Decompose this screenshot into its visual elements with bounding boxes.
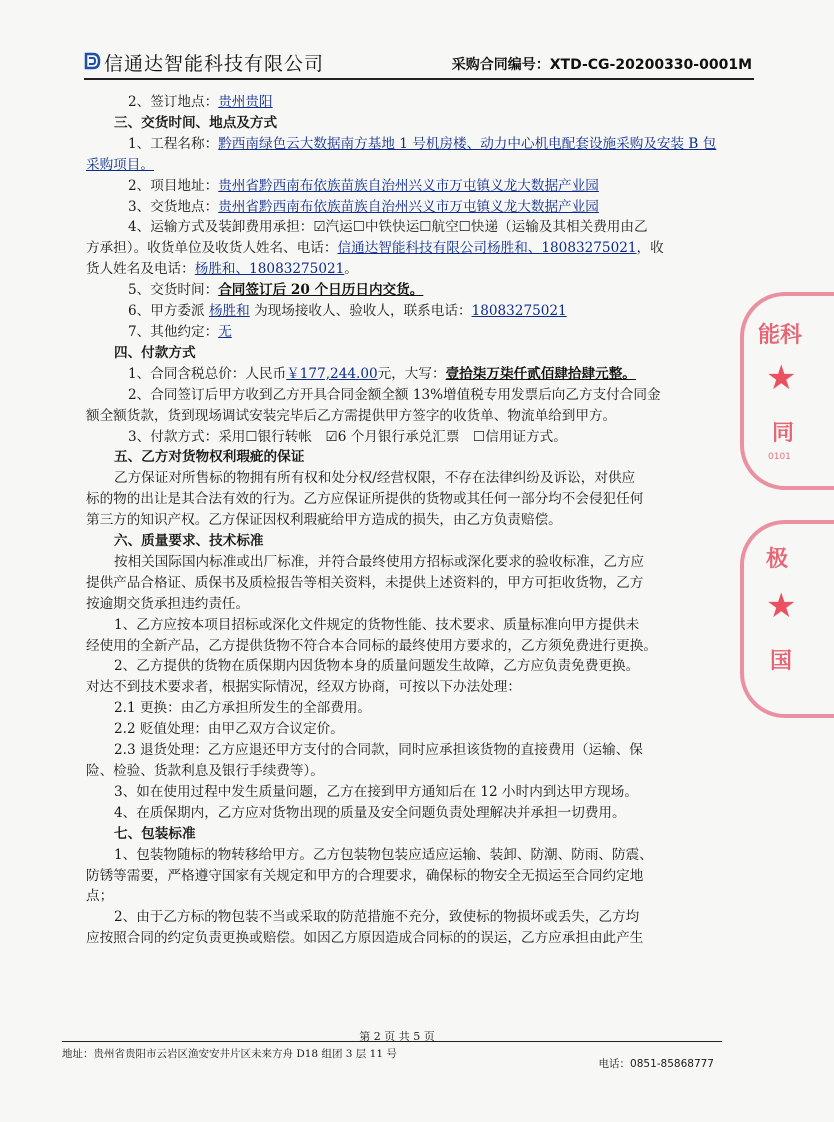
body-line: 5、交货时间：合同签订后 20 个日历日内交货。 — [128, 282, 424, 299]
contract-number: 采购合同编号：XTD-CG-20200330-0001M — [451, 57, 752, 73]
body-line: 对达不到技术要求者，根据实际情况，经双方协商，可按以下办法处理： — [86, 679, 521, 696]
body-line: 2、签订地点：贵州贵阳 — [128, 94, 273, 110]
company-seal-top — [740, 292, 834, 490]
footer-address: 地址：贵州省贵阳市云岩区渔安安井片区未来方舟 D18 组团 3 层 11 号 — [62, 1048, 397, 1060]
section-heading: 三、交货时间、地点及方式 — [114, 114, 278, 131]
body-line: 1、合同含税总价：人民币￥177,244.00元，大写：壹拾柒万柒仟贰佰肆拾肆元整。 — [128, 365, 636, 382]
body-line: 2、项目地址：贵州省黔西南布依族苗族自治州兴义市万屯镇义龙大数据产业园 — [128, 177, 599, 194]
body-line: 4、运输方式及装卸费用承担：☑汽运☐中铁快运☐航空☐快递（运输及其相关费用由乙 — [128, 219, 648, 236]
section-heading: 七、包装标准 — [114, 825, 196, 842]
page-header — [84, 48, 754, 80]
body-line: 提供产品合格证、质保书及质检报告等相关资料，未提供上述资料的，甲方可拒收货物，乙方 — [86, 574, 644, 591]
contract-body — [86, 92, 746, 949]
body-line: 按相关国际国内标准或出厂标准，并符合最终使用方招标或深化要求的验收标准，乙方应 — [114, 553, 645, 570]
body-line: 2、乙方提供的货物在质保期内因货物本身的质量问题发生故障，乙方应负责免费更换。 — [114, 658, 640, 675]
seal-text: 国 — [770, 648, 793, 674]
body-line: 货人姓名及电话：杨胜和、18083275021。 — [86, 261, 358, 278]
body-line: 标的物的出让是其合法有效的行为。乙方应保证所提供的货物或其任何一部分均不会侵犯任何 — [86, 491, 644, 508]
body-line: 1、包装物随标的物转移给甲方。乙方包装物包装应适应运输、装卸、防潮、防雨、防震、 — [114, 846, 653, 863]
seal-text: 极 — [766, 546, 789, 572]
body-line: 点； — [86, 888, 114, 905]
seal-text: 同 — [772, 420, 795, 446]
body-line: 2.3 退货处理：乙方应退还甲方支付的合同款，同时应承担该货物的直接费用（运输、保 — [114, 742, 643, 759]
seal-star-icon: ★ — [766, 586, 797, 626]
seal-star-icon: ★ — [766, 358, 797, 398]
body-line: 2.1 更换：由乙方承担所发生的全部费用。 — [114, 700, 372, 717]
body-line: 第三方的知识产权。乙方保证因权利瑕疵给甲方造成的损失，由乙方负责赔偿。 — [86, 512, 562, 529]
section-heading: 四、付款方式 — [114, 344, 196, 361]
footer-phone: 电话：0851-85868777 — [598, 1058, 714, 1070]
body-line: 2、合同签订后甲方收到乙方开具合同金额全额 13%增值税专用发票后向乙方支付合同金 — [128, 386, 661, 403]
body-line: 乙方保证对所售标的物拥有所有权和处分权/经营权限，不存在法律纠纷及诉讼，对供应 — [114, 470, 636, 487]
body-line: 6、甲方委派 杨胜和 为现场接收人、验收人，联系电话：18083275021 — [128, 303, 567, 320]
body-line: 4、在质保期内，乙方应对货物出现的质量及安全问题负责处理解决并承担一切费用。 — [114, 804, 626, 821]
body-line: 3、如在使用过程中发生质量问题，乙方在接到甲方通知后在 12 小时内到达甲方现场。 — [114, 783, 638, 800]
body-line: 2、由于乙方标的物包装不当或采取的防范措施不充分，致使标的物损坏或丢失，乙方均 — [114, 909, 640, 926]
body-line: 经使用的全新产品，乙方提供货物不符合本合同标的最终使用方要求的，乙方须免费进行更换。 — [86, 637, 657, 654]
company-logo-icon — [84, 52, 100, 70]
body-line: 采购项目。 — [86, 156, 154, 173]
body-line: 2.2 贬值处理：由甲乙双方合议定价。 — [114, 721, 344, 738]
section-heading: 五、乙方对货物权利瑕疵的保证 — [114, 449, 305, 466]
body-line: 1、乙方应按本项目招标或深化文件规定的货物性能、技术要求、质量标准向甲方提供未 — [114, 616, 640, 633]
body-line: 3、交货地点：贵州省黔西南布依族苗族自治州兴义市万屯镇义龙大数据产业园 — [128, 198, 599, 215]
company-seal-bottom — [740, 520, 834, 718]
body-line: 防锈等需要，严格遵守国家有关规定和甲方的合理要求，确保标的物安全无损运至合同约定地 — [86, 867, 644, 884]
body-line: 按逾期交货承担违约责任。 — [86, 595, 250, 612]
company-name: 信通达智能科技有限公司 — [104, 53, 325, 75]
body-line: 7、其他约定：无 — [128, 323, 232, 340]
section-heading: 六、质量要求、技术标准 — [114, 533, 264, 550]
body-line: 3、付款方式：采用☐银行转帐 ☑6 个月银行承兑汇票 ☐信用证方式。 — [128, 428, 567, 445]
page-number: 第 2 页 共 5 页 — [359, 1030, 435, 1043]
body-line: 额全额货款，货到现场调试安装完毕后乙方需提供甲方签字的收货单、物流单给到甲方。 — [86, 407, 617, 424]
seal-text: 能科 — [758, 322, 803, 348]
body-line: 应按照合同的约定负责更换或赔偿。如因乙方原因造成合同标的的误运，乙方应承担由此产生 — [86, 930, 644, 947]
body-line: 险、检验、货款利息及银行手续费等）。 — [86, 763, 324, 779]
footer-divider — [62, 1041, 722, 1042]
seal-number: 0101 — [768, 452, 791, 462]
body-line: 1、工程名称：黔西南绿色云大数据南方基地 1 号机房楼、动力中心机电配套设施采购及安装 B 包 — [128, 135, 717, 152]
body-line: 方承担）。收货单位及收货人姓名、电话：信通达智能科技有限公司杨胜和、18083275021，收 — [86, 240, 664, 257]
